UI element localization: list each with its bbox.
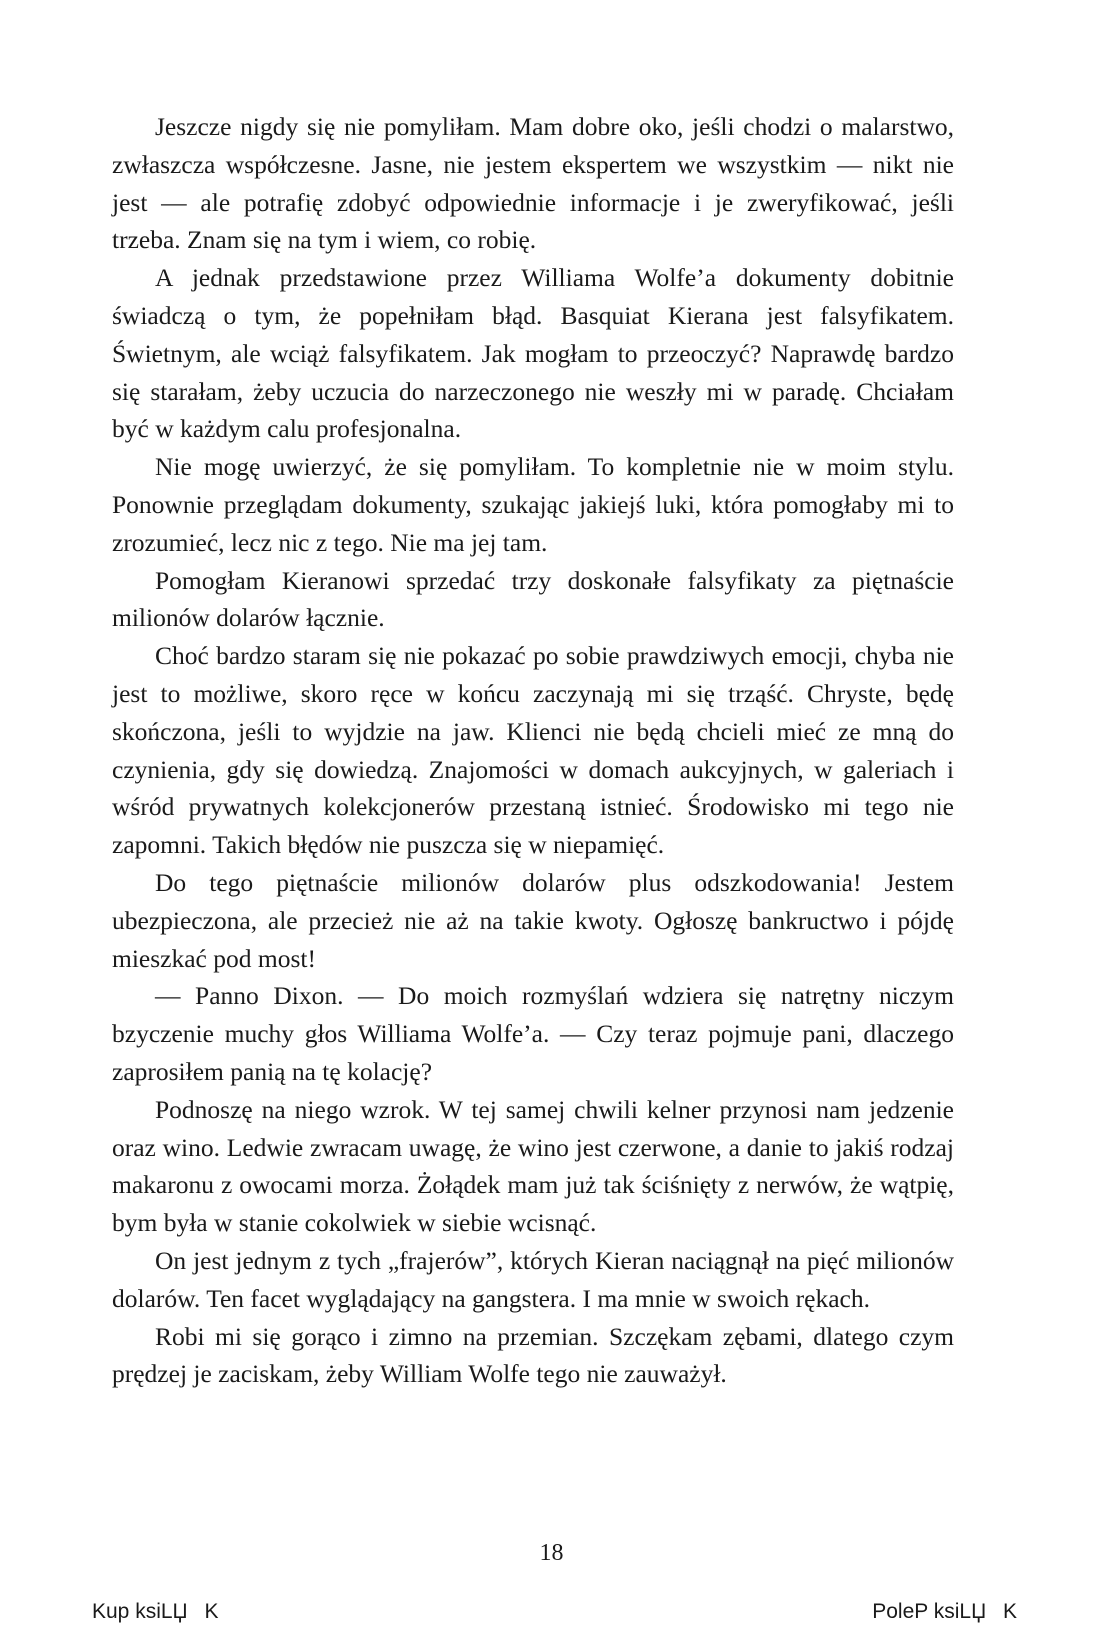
- recommend-book-link[interactable]: PoleP ksiLЏ K: [872, 1600, 1017, 1623]
- paragraph: Nie mogę uwierzyć, że się pomyliłam. To kompletnie nie w moim stylu. Ponownie przeglądam dokumenty, szukając jakiejś luki, która pomogłaby mi to zrozumieć, lecz nic z tego. Nie ma jej tam.: [112, 452, 954, 557]
- paragraph: — Panno Dixon. — Do moich rozmyślań wdziera się natrętny niczym bzyczenie muchy głos Williama Wolfe’a. — Czy teraz pojmuje pani, dlaczego zaprosiłem panią na tę kolację?: [112, 981, 954, 1086]
- paragraph: Choć bardzo staram się nie pokazać po sobie prawdziwych emocji, chyba nie jest to możliwe, skoro ręce w końcu zaczynają mi się trząść. Chryste, będę skończona, jeśli to wyjdzie na jaw. Klienci nie będą chcieli mieć ze mną do czynienia, gdy się dowiedzą. Znajomości w domach aukcyjnych, w galeriach i wśród prywatnych kolekcjonerów przestaną istnieć. Środowisko mi tego nie zapomni. Takich błędów nie puszcza się w niepamięć.: [112, 641, 954, 860]
- paragraph: Pomogłam Kieranowi sprzedać trzy doskonałe falsyfikaty za piętnaście milionów dolarów łącznie.: [112, 565, 954, 633]
- body-text: [112, 108, 954, 1393]
- paragraph: A jednak przedstawione przez Williama Wolfe’a dokumenty dobitnie świadczą o tym, że popełniłam błąd. Basquiat Kierana jest falsyfikatem. Świetnym, ale wciąż falsyfikatem. Jak mogłam to przeoczyć? Naprawdę bardzo się starałam, żeby uczucia do narzeczonego nie weszły mi w paradę. Chciałam być w każdym calu profesjonalna.: [112, 263, 954, 444]
- page-number: 18: [539, 1540, 564, 1566]
- paragraph: Do tego piętnaście milionów dolarów plus odszkodowania! Jestem ubezpieczona, ale przecież nie aż na takie kwoty. Ogłoszę bankructwo i pójdę mieszkać pod most!: [112, 867, 954, 973]
- paragraph: Robi mi się gorąco i zimno na przemian. Szczękam zębami, dlatego czym prędzej je zaciskam, żeby William Wolfe tego nie zauważył.: [112, 1321, 954, 1389]
- paragraph: Jeszcze nigdy się nie pomyliłam. Mam dobre oko, jeśli chodzi o malarstwo, zwłaszcza współczesne. Jasne, nie jestem ekspertem we wszystkim — nikt nie jest — ale potrafię zdobyć odpowiednie informacje i je zweryfikować, jeśli trzeba. Znam się na tym i wiem, co robię.: [112, 112, 954, 255]
- paragraph: On jest jednym z tych „frajerów”, których Kieran naciągnął na pięć milionów dolarów. Ten facet wyglądający na gangstera. I ma mnie w swoich rękach.: [112, 1245, 954, 1313]
- paragraph: Podnoszę na niego wzrok. W tej samej chwili kelner przynosi nam jedzenie oraz wino. Ledwie zwracam uwagę, że wino jest czerwone, a danie to jakiś rodzaj makaronu z owocami morza. Żołądek mam już tak ściśnięty z nerwów, że wątpię, bym była w stanie cokolwiek w siebie wcisnąć.: [112, 1094, 954, 1238]
- buy-book-link[interactable]: Kup ksiLЏ K: [92, 1600, 219, 1623]
